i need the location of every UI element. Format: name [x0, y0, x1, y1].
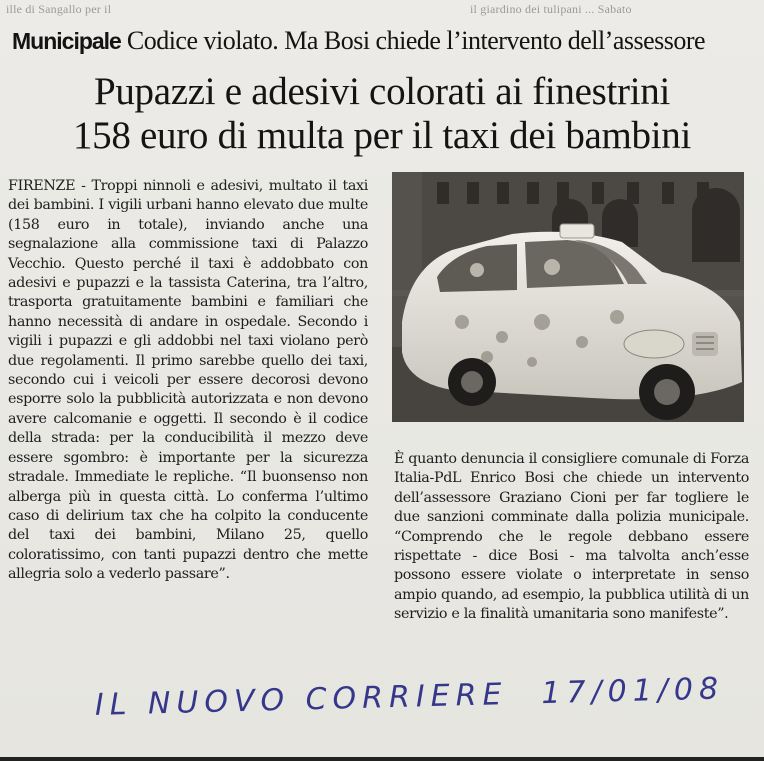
article-body-right: È quanto denuncia il consigliere comunale di Forza Italia-PdL Enrico Bosi che chiede un intervento dell’assessore Graziano Cioni per far togliere le due sanzioni comminate dalla polizia municipale. “Comprendo che le regole debbano essere rispettate - dice Bosi - ma talvolta anch’esse possono essere violate o interpretate in senso ampio quando, ad esempio, la pubblica utilità di un servizio e la finalità umanitaria sono manifeste”. [394, 451, 749, 623]
previous-article-fragment [0, 0, 764, 22]
section-label: Municipale [12, 28, 121, 54]
handwritten-date: 17/01/08 [540, 671, 725, 712]
top-strip-left: ille di Sangallo per il [6, 2, 112, 16]
bottom-border [0, 757, 764, 761]
taxi-photo [392, 172, 744, 422]
article-body-left: FIRENZE - Troppi ninnoli e adesivi, multato il taxi dei bambini. I vigili urbani hanno elevato due multe (158 euro in totale), inviando anche una segnalazione alla commissione taxi di Palazzo Vecchio. Questo perché il taxi è addobbato con adesivi e pupazzi e la tassista Caterina, tra l’altro, trasporta gratuitamente bambini e familiari che hanno necessità di andare in ospedale. Secondo i vigili i pupazzi e gli addobbi nel taxi violano però due regolamenti. Il primo sarebbe quello dei taxi, secondo cui i veicoli per essere decorosi devono esporre solo la pubblicità autorizzata e non devono avere calcomanie e oggetti. Il secondo è il codice della strada: per la conducibilità il mezzo deve essere sgombro: è importante per la sicurezza stradale. Immediate le repliche. “Il buonsenso non alberga più in questa città. Lo conferma l’ultimo caso di delirium tax che ha colpito la conducente del taxi dei bambini, Milano 25, quello coloratissimo, con tanti pupazzi dentro che mette allegria solo a vederlo passare”. [8, 178, 368, 583]
handwritten-source: IL NUOVO CORRIERE [94, 677, 508, 723]
headline [0, 70, 764, 158]
handwritten-source-note [94, 671, 725, 738]
headline-line-2: 158 euro di multa per il taxi dei bambini [72, 114, 692, 157]
kicker-text: Codice violato. Ma Bosi chiede l’intervento dell’assessore [126, 26, 706, 55]
top-strip-right: il giardino dei tulipani ... Sabato [470, 2, 632, 16]
headline-line-1: Pupazzi e adesivi colorati ai finestrini [93, 70, 671, 113]
kicker-line [12, 26, 757, 56]
decorated-taxi-image [392, 172, 744, 422]
